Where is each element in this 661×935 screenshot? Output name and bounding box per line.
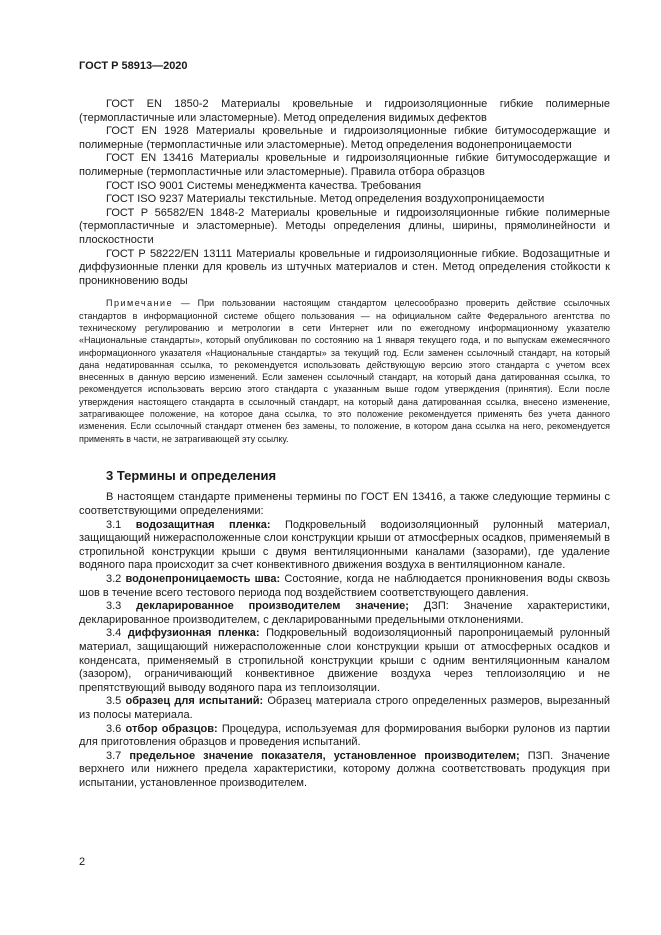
reference-item: ГОСТ ISO 9001 Системы менеджмента качества. Требования	[106, 179, 422, 192]
term-definition	[79, 695, 610, 722]
term-number: 3.4	[106, 627, 122, 640]
reference-item: ГОСТ Р 58222/EN 13111 Материалы кровельные и гидроизоляционные гибкие. Водозащитные и диффузионные пленки для кровель из штучных материалов и стен. Метод определения стойкости к проникновению воды	[79, 247, 610, 287]
term-text: ДЗП: Значение характеристики, декларированное производителем, с декларированными предельными отклонениями.	[79, 600, 610, 626]
term-text: Образец материала строго определенных размеров, вырезанный из полосы материала.	[79, 695, 610, 721]
term-text: Подкровельный водоизоляционный рулонный материал, защищающий нижерасположенные слои конструкции крыши от атмосферных осадков, применяемый в стропильной конструкции крыши с двумя вентиляционными каналами (зазорами), где удаление водяного пара происходит за счет конвективного движения воздуха в вентиляционном канале.	[79, 518, 610, 572]
term-definition	[79, 573, 610, 600]
page-number: 2	[79, 856, 86, 868]
term-definition	[79, 750, 610, 791]
term-text: Состояние, когда не наблюдается проникновения воды сквозь шов в течение всего тестового периода под воздействием соответствующего давления.	[79, 573, 610, 599]
term-text: Процедура, используемая для формирования выборки рулонов из партии для приготовления образцов и проведения испытаний.	[79, 722, 611, 749]
note-block	[79, 297, 610, 445]
term-name: диффузионная пленка:	[127, 627, 260, 640]
page-body	[79, 98, 610, 791]
term-number: 3.2	[106, 573, 122, 586]
reference-item: ГОСТ EN 1850-2 Материалы кровельные и гидроизоляционные гибкие полимерные (термопластичные или эластомерные). Метод определения видимых дефектов	[79, 98, 610, 124]
section-title: 3 Термины и определения	[106, 467, 277, 483]
term-text: ПЗП. Значение верхнего или нижнего предела характеристики, которому должна соответствовать продукция при испытании, установленное производителем.	[79, 749, 611, 789]
term-definition	[79, 519, 610, 573]
term-name: отбор образцов:	[125, 722, 218, 735]
section-intro: В настоящем стандарте применены термины по ГОСТ EN 13416, а также следующие термины с соответствующими определениями:	[79, 491, 610, 518]
term-number: 3.3	[106, 600, 122, 613]
term-name: декларированное производителем значение;	[136, 600, 409, 613]
term-number: 3.1	[106, 518, 122, 531]
term-number: 3.6	[106, 722, 122, 735]
reference-item: ГОСТ EN 1928 Материалы кровельные и гидроизоляционные гибкие битумосодержащие и полимерные (термопластичные или эластомерные). Метод определения водонепроницаемости	[79, 125, 610, 151]
note-text: — При пользовании настоящим стандартом целесообразно проверить действие ссылочных стандартов в информационной системе общего пользования — на официальном сайте Федерального агентства по техническому регулированию и метрологии в сети Интернет или по ежегодному информационному указателю «Национальные стандарты», который опубликован по состоянию на 1 января текущего года, и по выпускам ежемесячного информационного указателя «Национальные стандарты» за текущий год. Если заменен ссылочный стандарт, на который дана недатированная ссылка, то рекомендуется использовать действующую версию этого стандарта с учетом всех внесенных в данную версию изменений. Если заменен ссылочный стандарт, на который дана датированная ссылка, то рекомендуется использовать версию этого стандарта с указанным выше годом утверждения (принятия). Если после утверждения настоящего стандарта в ссылочный стандарт, на который дана датированная ссылка, внесено изменение, затрагивающее положение, на которое дана ссылка, то это положение рекомендуется применять без учета данного изменения. Если ссылочный стандарт отменен без замены, то положение, в котором дана ссылка на него, рекомендуется применять в части, не затрагивающей эту ссылку.	[79, 298, 610, 444]
reference-item: ГОСТ Р 56582/EN 1848-2 Материалы кровельные и гидроизоляционные гибкие полимерные (термопластичные и эластомерные). Методы определения длины, ширины, прямолинейности и плоскостности	[79, 206, 610, 246]
note-label: Примечание	[106, 298, 174, 309]
term-definition	[79, 627, 610, 695]
document-header: ГОСТ Р 58913—2020	[79, 60, 188, 72]
term-number: 3.7	[106, 749, 122, 762]
term-definition	[79, 723, 610, 750]
reference-item: ГОСТ ISO 9237 Материалы текстильные. Метод определения воздухопроницаемости	[106, 193, 545, 206]
term-name: образец для испытаний:	[125, 695, 264, 708]
reference-item: ГОСТ EN 13416 Материалы кровельные и гидроизоляционные гибкие битумосодержащие и полимерные (термопластичные или эластомерные). Правила отбора образцов	[79, 152, 610, 178]
term-number: 3.5	[106, 695, 122, 708]
term-name: водозащитная пленка:	[135, 518, 271, 531]
term-definition	[79, 600, 610, 627]
section-body	[79, 491, 610, 790]
term-name: предельное значение показателя, установленное производителем;	[129, 749, 520, 762]
term-text: Подкровельный водоизоляционный паропроницаемый рулонный материал, защищающий нижерасположенные слои конструкции крыши от атмосферных осадков и конденсата, применяемый в стропильной конструкции крыши с одним вентиляционным каналом (зазором), ограничивающий конвективное движение воздуха через теплоизоляцию и не препятствующий выводу водяного пара из теплоизоляции.	[79, 627, 610, 694]
term-name: водонепроницаемость шва:	[125, 573, 281, 586]
references-list	[79, 98, 610, 288]
